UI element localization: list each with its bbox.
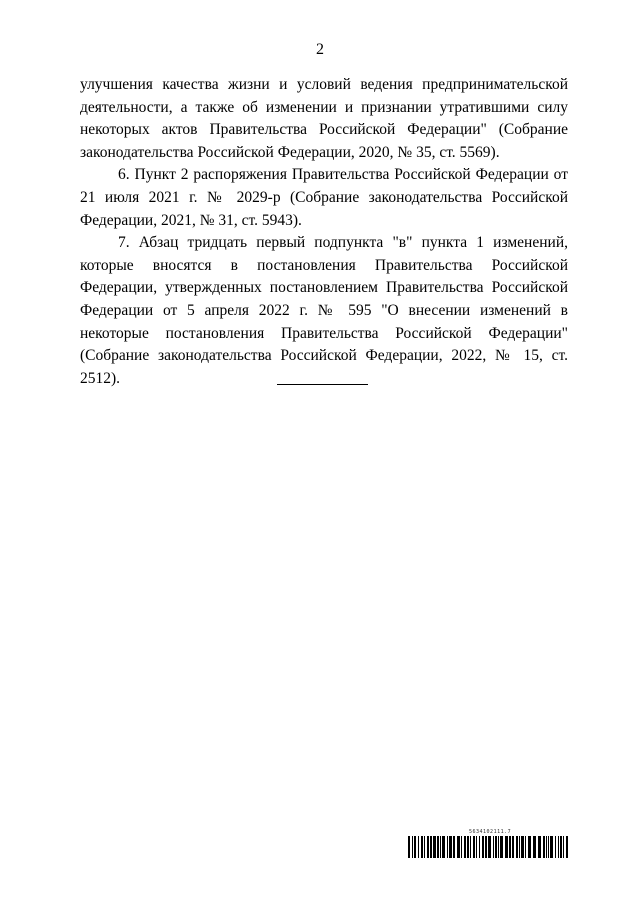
paragraph-item-6: 6. Пункт 2 распоряжения Правительства Российской Федерации от 21 июля 2021 г. № 2029-р (Собрание законодательства Российской Федерации, 2021, № 31, ст. 5943). [80, 166, 568, 229]
paragraph-item-7: 7. Абзац тридцать первый подпункта "в" пункта 1 изменений, которые вносятся в постановления Правительства Российской Федерации, утвержденных постановлением Правительства Российской Федерации от 5 апреля 2022 г. № 595 "О внесении изменений в некоторые постановления Правительства Российской Федерации" (Собрание законодательства Российской Федерации, 2022, № 15, ст. 2512). [80, 234, 568, 387]
paragraph-continuation: улучшения качества жизни и условий ведения предпринимательской деятельности, а также об изменении и признании утратившими силу некоторых актов Правительства Российской Федерации" (Собрание законодательства Российской Федерации, 2020, № 35, ст. 5569). [80, 76, 568, 161]
barcode-caption: 5634102111.7 [469, 829, 512, 835]
end-separator-line [277, 384, 368, 385]
page-number: 2 [316, 41, 324, 58]
barcode-icon [408, 836, 568, 858]
document-body [80, 74, 568, 390]
barcode [408, 836, 568, 858]
